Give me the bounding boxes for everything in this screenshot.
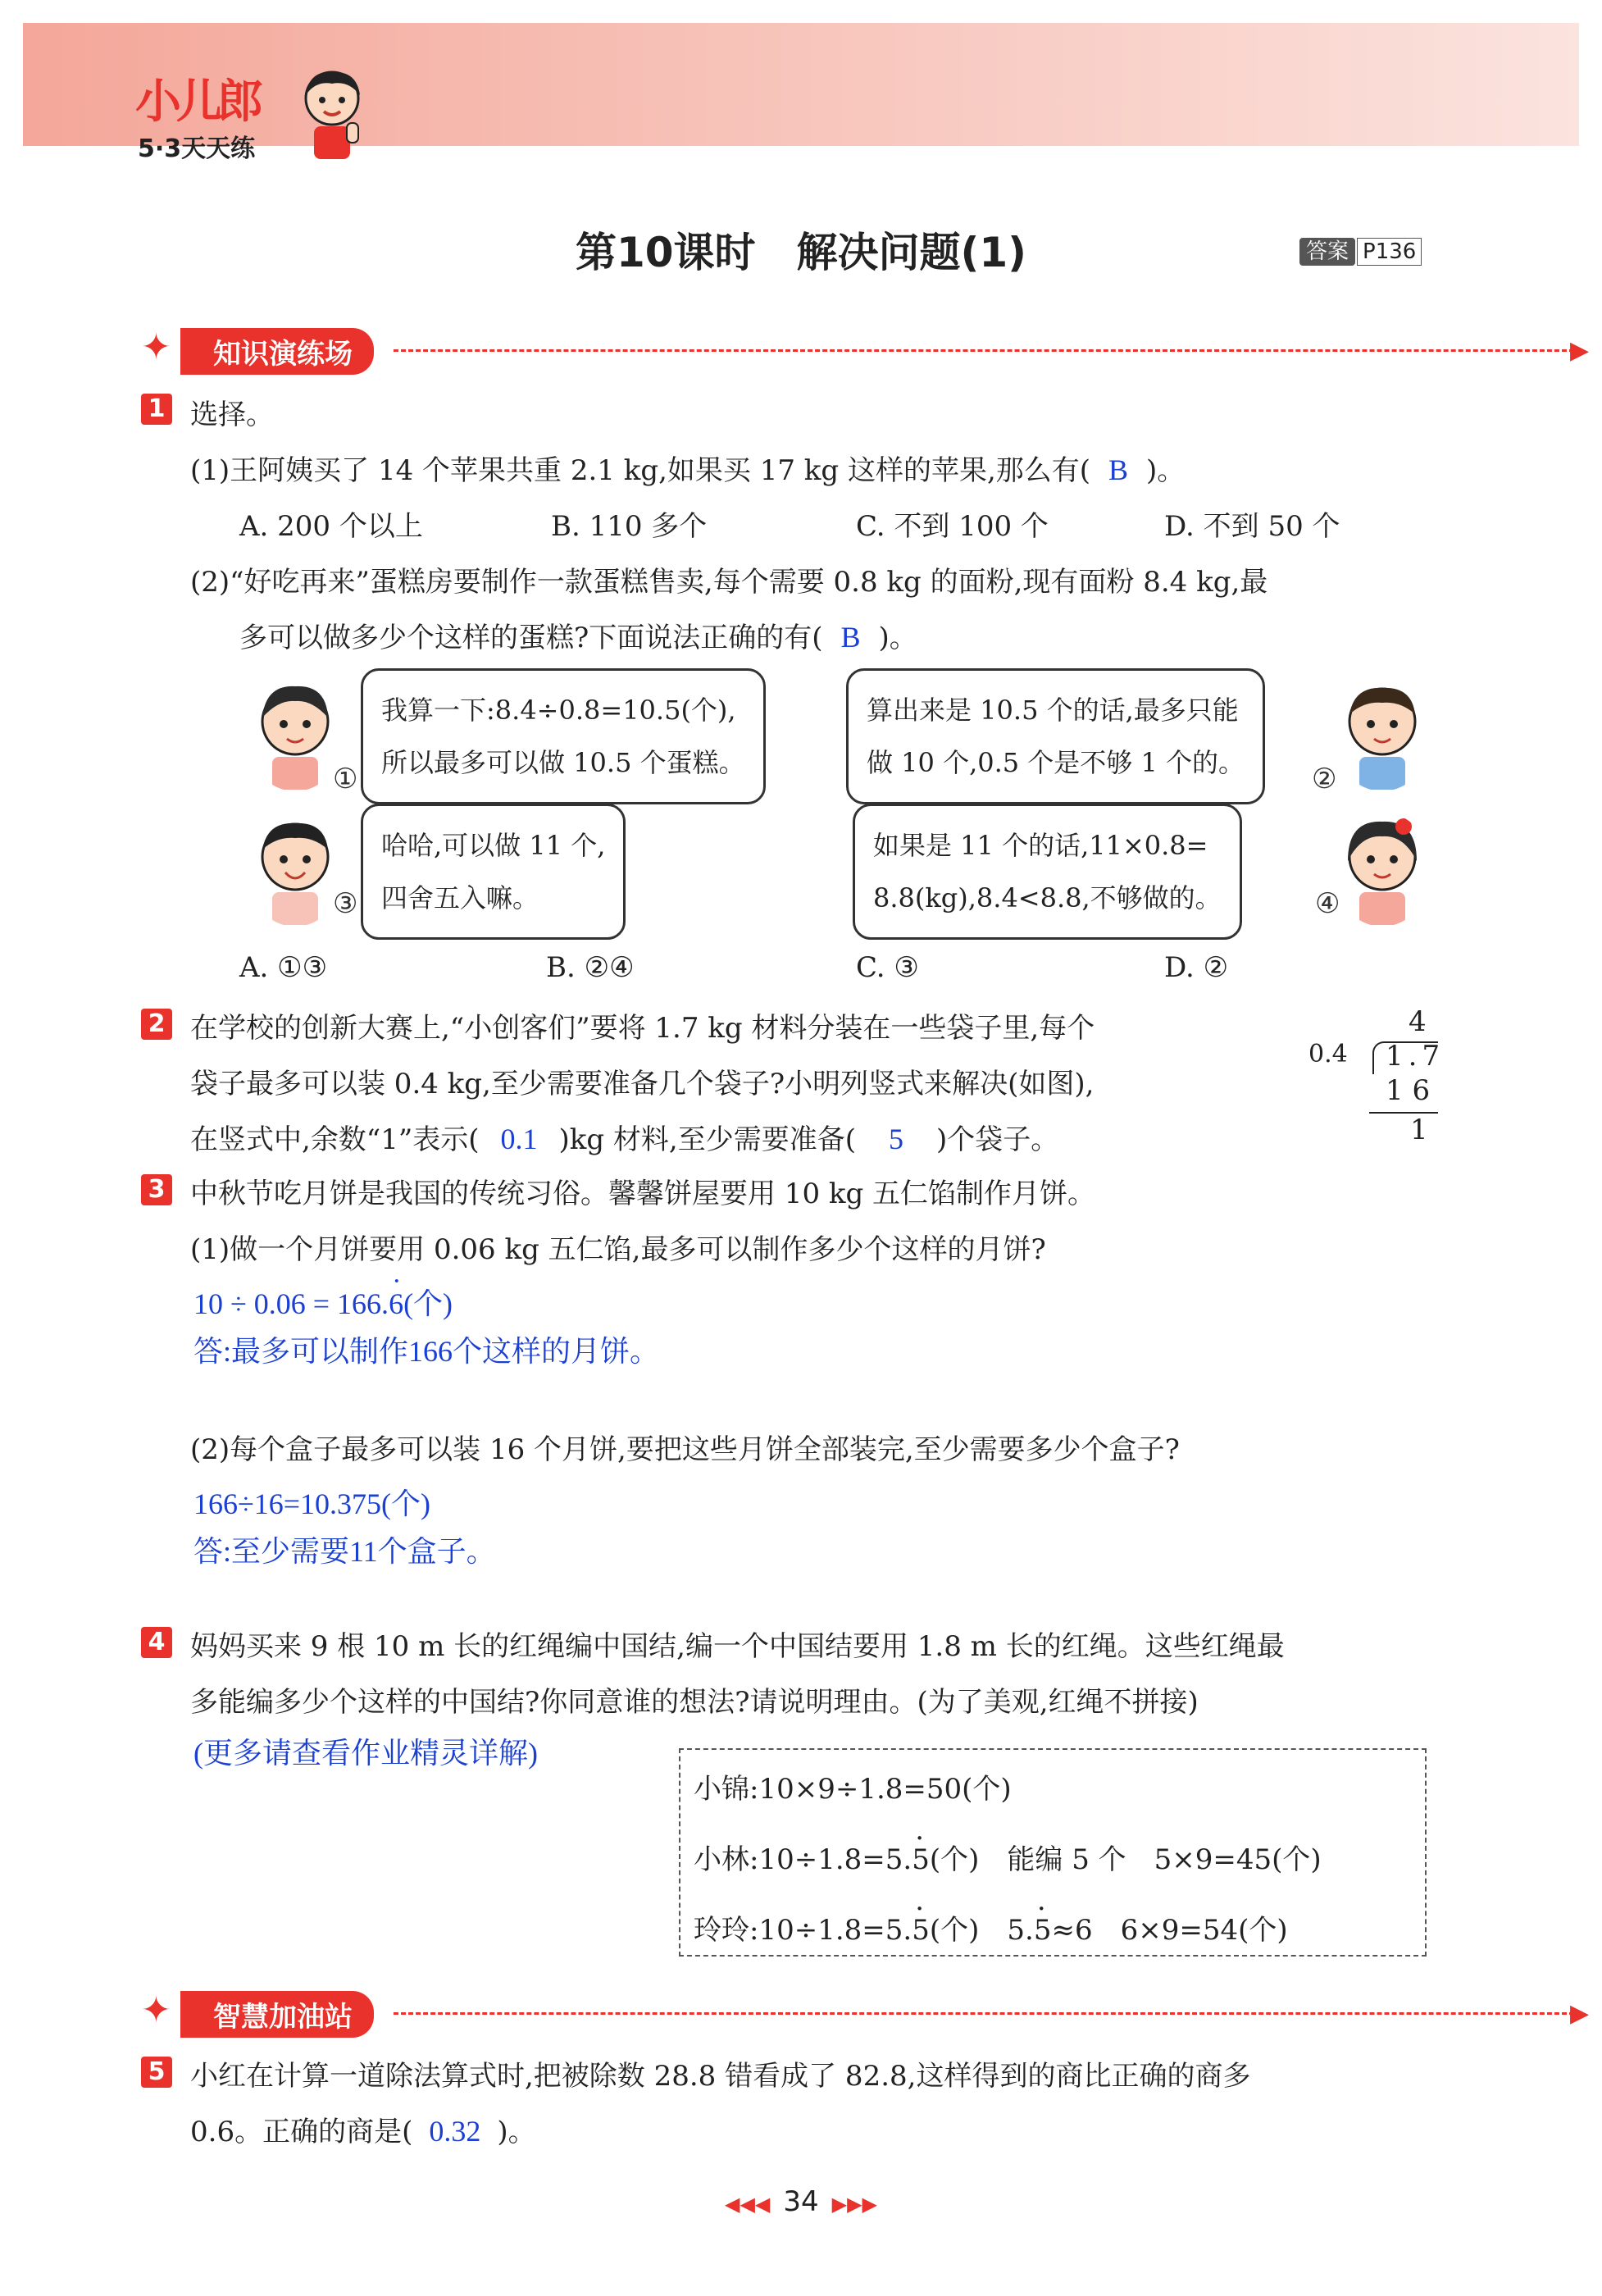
method-lingling bbox=[694, 1907, 1288, 1947]
option-c: C. ③ bbox=[856, 951, 919, 984]
arrow-right-icon: ▶ bbox=[1570, 336, 1590, 365]
answer-text: 答:至少需要11个盒子。 bbox=[193, 1535, 496, 1568]
triangle-left-icon: ◀◀◀ bbox=[724, 2193, 771, 2216]
answer-text: 10 ÷ 0.06 = 166. bbox=[193, 1287, 389, 1320]
option-b: B. ②④ bbox=[546, 951, 635, 984]
page-footer bbox=[0, 2185, 1602, 2218]
girl-avatar bbox=[246, 676, 344, 791]
question-number: 3 bbox=[141, 1174, 172, 1205]
bubble-line: 算出来是 10.5 个的话,最多只能 bbox=[867, 695, 1239, 726]
division-remainder: 1 bbox=[1410, 1114, 1428, 1146]
option-d: D. 不到 50 个 bbox=[1164, 510, 1340, 543]
option-b: B. 110 多个 bbox=[551, 510, 708, 543]
repeating-digit: · 5 bbox=[912, 1843, 930, 1876]
boy-avatar bbox=[1333, 676, 1431, 791]
methods-box bbox=[679, 1748, 1427, 1957]
speech-bubble-4 bbox=[853, 804, 1242, 940]
method-xiaojin: 小锦:10×9÷1.8=50(个) bbox=[694, 1773, 1012, 1806]
method-text: (个) 能编 5 个 5×9=45(个) bbox=[929, 1843, 1322, 1876]
answer-text: (个) bbox=[403, 1287, 453, 1320]
mark-1: ① bbox=[333, 763, 358, 795]
method-xiaolin bbox=[694, 1837, 1322, 1877]
bubble-line: 哈哈,可以做 11 个, bbox=[381, 830, 606, 861]
question-2-line1: 在学校的创新大赛上,“小创客们”要将 1.7 kg 材料分装在一些袋子里,每个 bbox=[190, 1012, 1095, 1045]
mascot-boy-icon bbox=[291, 66, 373, 164]
question-text: 0.6。正确的商是( bbox=[190, 2116, 413, 2148]
mark-2: ② bbox=[1312, 763, 1337, 795]
question-2-line3 bbox=[190, 1117, 1058, 1157]
arrow-right-icon: ▶ bbox=[1570, 1999, 1590, 2028]
answer-calc bbox=[193, 1281, 453, 1323]
bubble-line: 如果是 11 个的话,11×0.8= bbox=[873, 830, 1208, 861]
brand-subtitle: 5·3天天练 bbox=[138, 134, 256, 163]
speech-bubble-2 bbox=[846, 668, 1265, 804]
question-number: 5 bbox=[141, 2057, 172, 2088]
answer-text: 0.1 bbox=[500, 1123, 538, 1155]
section-title: 知识演练场 bbox=[180, 328, 374, 375]
question-text: 多可以做多少个这样的蛋糕?下面说法正确的有( bbox=[239, 622, 823, 654]
answer-text: B bbox=[1108, 453, 1129, 486]
question-1-1 bbox=[190, 448, 1185, 488]
section-title: 智慧加油站 bbox=[180, 1991, 374, 2038]
brand-logo: 小儿郎 bbox=[135, 75, 258, 129]
bubble-line: 四舍五入嘛。 bbox=[381, 882, 539, 913]
question-3-1: (1)做一个月饼要用 0.06 kg 五仁馅,最多可以制作多少个这样的月饼? bbox=[190, 1233, 1046, 1266]
speech-bubble-1 bbox=[361, 668, 766, 804]
question-5-line1: 小红在计算一道除法算式时,把被除数 28.8 错看成了 82.8,这样得到的商比正确的商多 bbox=[190, 2060, 1251, 2093]
question-4-line2: 多能编多少个这样的中国结?你同意谁的想法?请说明理由。(为了美观,红绳不拼接) bbox=[190, 1686, 1199, 1719]
question-text: )kg 材料,至少需要准备( bbox=[558, 1123, 856, 1156]
question-text: (1)王阿姨买了 14 个苹果共重 2.1 kg,如果买 17 kg 这样的苹果,那么有( bbox=[190, 454, 1091, 487]
boy-avatar bbox=[246, 812, 344, 927]
method-text: ≈6 6×9=54(个) bbox=[1051, 1914, 1288, 1947]
star-icon: ✦ bbox=[141, 1989, 171, 2031]
question-text: )个袋子。 bbox=[935, 1123, 1059, 1156]
question-3-2: (2)每个盒子最多可以装 16 个月饼,要把这些月饼全部装完,至少需要多少个盒子? bbox=[190, 1433, 1180, 1466]
question-text: 在竖式中,余数“1”表示( bbox=[190, 1123, 480, 1156]
division-divisor: 0.4 bbox=[1308, 1040, 1348, 1068]
question-number: 1 bbox=[141, 394, 172, 425]
star-icon: ✦ bbox=[141, 326, 171, 368]
answer-text: 0.32 bbox=[429, 2115, 481, 2148]
division-quotient: 4 bbox=[1409, 1005, 1427, 1038]
method-text: (个) 5. bbox=[929, 1914, 1034, 1947]
repeating-digit: · 5 bbox=[912, 1914, 930, 1947]
option-a: A. 200 个以上 bbox=[239, 510, 423, 543]
answer-text: (更多请查看作业精灵详解) bbox=[193, 1737, 538, 1770]
page-number: 34 bbox=[783, 2185, 819, 2218]
question-4-line1: 妈妈买来 9 根 10 m 长的红绳编中国结,编一个中国结要用 1.8 m 长的红绳。这些红绳最 bbox=[190, 1630, 1285, 1663]
option-d: D. ② bbox=[1164, 951, 1229, 984]
answer-tag: 答案 bbox=[1299, 238, 1355, 266]
answer-reference bbox=[1299, 235, 1422, 265]
bubble-line: 做 10 个,0.5 个是不够 1 个的。 bbox=[867, 747, 1245, 778]
question-text: )。 bbox=[878, 622, 917, 654]
dashed-divider bbox=[394, 2012, 1574, 2015]
repeating-digit: · 5 bbox=[1034, 1914, 1052, 1947]
page-title: 第10课时 解决问题(1) bbox=[575, 229, 1027, 276]
bubble-line: 8.8(kg),8.4<8.8,不够做的。 bbox=[873, 882, 1222, 913]
question-1-2-line1: (2)“好吃再来”蛋糕房要制作一款蛋糕售卖,每个需要 0.8 kg 的面粉,现有面粉 8.4 kg,最 bbox=[190, 566, 1268, 599]
question-text: )。 bbox=[1146, 454, 1186, 487]
bubble-line: 所以最多可以做 10.5 个蛋糕。 bbox=[381, 747, 745, 778]
bubble-line: 我算一下:8.4÷0.8=10.5(个), bbox=[381, 695, 736, 726]
division-product: 1 6 bbox=[1386, 1074, 1431, 1107]
answer-text: B bbox=[840, 621, 861, 654]
option-a: A. ①③ bbox=[239, 951, 328, 984]
method-text: 玲玲:10÷1.8=5. bbox=[694, 1914, 913, 1947]
question-1-2-line2 bbox=[239, 615, 917, 655]
repeating-digit: · 6 bbox=[389, 1287, 403, 1320]
triangle-right-icon: ▶▶▶ bbox=[831, 2193, 877, 2216]
question-2-line2: 袋子最多可以装 0.4 kg,至少需要准备几个袋子?小明列竖式来解决(如图), bbox=[190, 1068, 1095, 1100]
long-division bbox=[1308, 1005, 1445, 1153]
girl-avatar bbox=[1333, 812, 1431, 927]
mark-4: ④ bbox=[1315, 887, 1340, 920]
question-number: 2 bbox=[141, 1009, 172, 1040]
dashed-divider bbox=[394, 349, 1574, 352]
question-3-stem: 中秋节吃月饼是我国的传统习俗。馨馨饼屋要用 10 kg 五仁馅制作月饼。 bbox=[190, 1178, 1096, 1210]
method-text: 小林:10÷1.8=5. bbox=[694, 1843, 913, 1876]
answer-page: P136 bbox=[1357, 238, 1422, 266]
question-stem: 选择。 bbox=[190, 399, 274, 431]
division-dividend: 1.7 bbox=[1386, 1040, 1445, 1073]
speech-bubble-3 bbox=[361, 804, 626, 940]
question-5-line2 bbox=[190, 2109, 536, 2149]
answer-calc: 166÷16=10.375(个) bbox=[193, 1487, 431, 1520]
answer-text: 5 bbox=[888, 1123, 903, 1155]
option-c: C. 不到 100 个 bbox=[856, 510, 1049, 543]
mark-3: ③ bbox=[333, 887, 358, 920]
question-number: 4 bbox=[141, 1627, 172, 1658]
answer-text: 答:最多可以制作166个这样的月饼。 bbox=[193, 1335, 660, 1368]
question-text: )。 bbox=[497, 2116, 536, 2148]
